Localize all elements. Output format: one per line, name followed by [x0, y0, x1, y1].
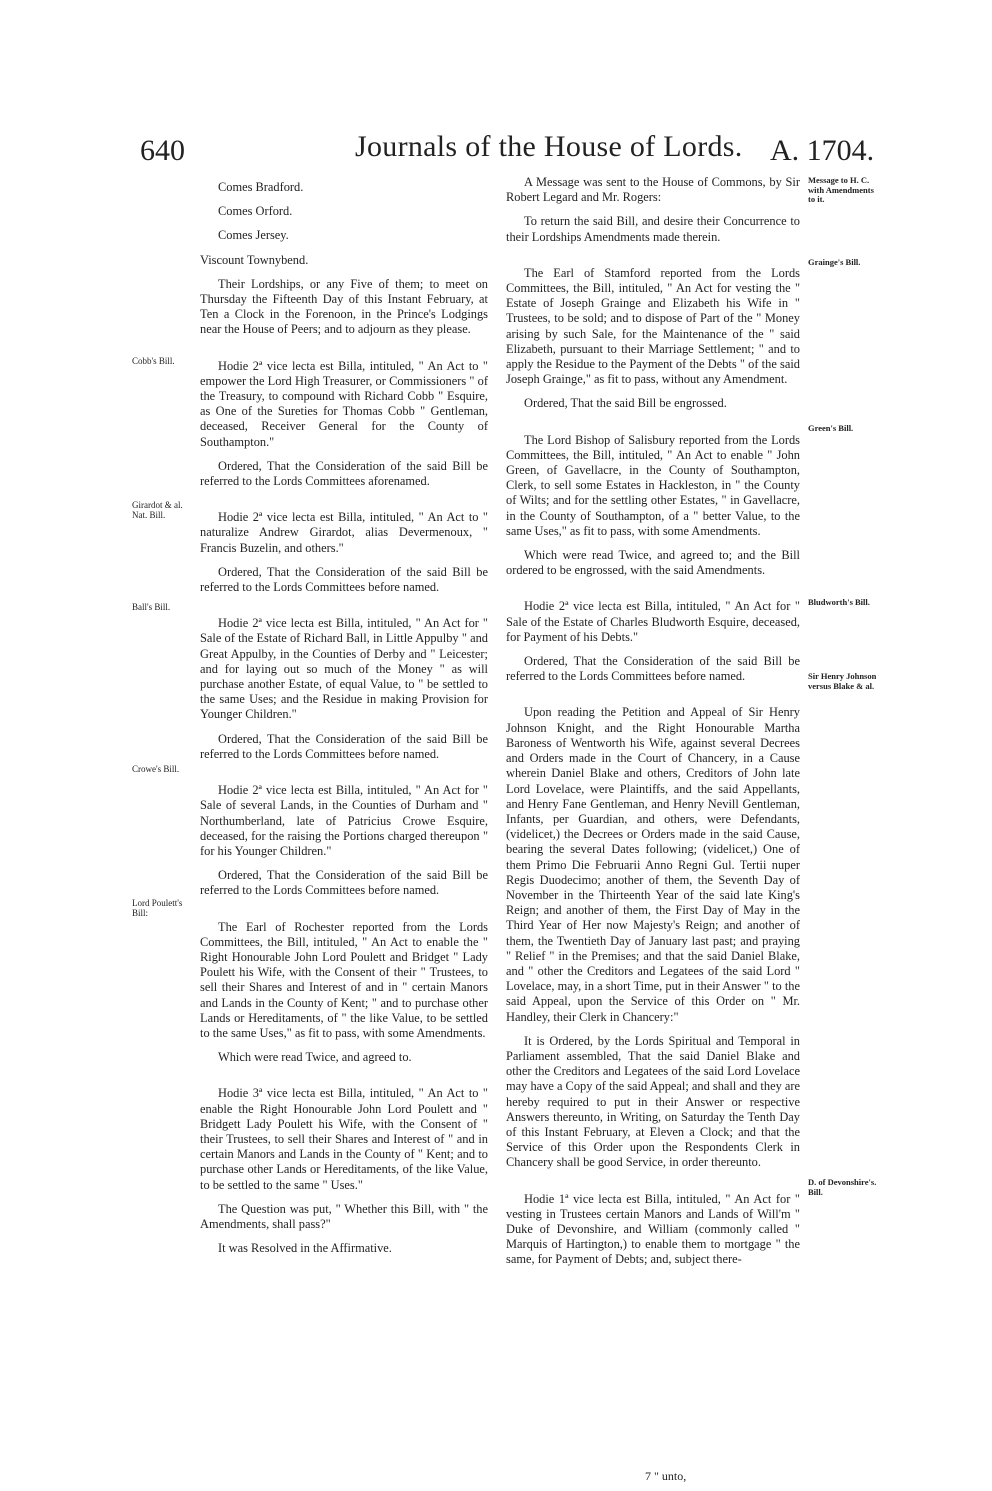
margin-note-message: Message to H. C. with Amendments to it. [808, 175, 874, 204]
bludworth-bill-paragraph: Hodie 2ª vice lecta est Billa, intituled, " An Act for " Sale of the Estate of Charles Bludworth Esquire, deceased, for Payment of his Debts." [506, 599, 800, 644]
margin-note-bludworth: Bludworth's Bill. [808, 597, 870, 607]
committee-paragraph: Their Lordships, or any Five of them; to meet on Thursday the Fifteenth Day of this Instant February, at Ten a Clock in the Forenoon, in the Prince's Lodgings near the House of Peers; and to adjourn as they please. [200, 276, 488, 337]
green-report-paragraph: The Lord Bishop of Salisbury reported from the Lords Committees, the Bill, intituled, " An Act to enable " John Green, of Gavellacre, in the County of Southampton, Clerk, to sell some Estates in Hackleston, in " the County of Wilts; and for the settling other Estates, " in Gavellacre, in the County of Southampton, of a " better Value, to the same Uses," as fit to pass, with some Amendments. [506, 432, 800, 538]
johnson-order: It is Ordered, by the Lords Spiritual and Temporal in Parliament assembled, That the said Daniel Blake and other the Creditors and Legatees of the said Lord Lovelace may have a Copy of the said Appeal; and shall and they are hereby required to put in their Answer or respective Answers thereunto, in Writing, on Saturday the Tenth Day of this Instant February, at Eleven a Clock; and that the Service of this Order upon the Respondents Clerk in Chancery shall be good Service, in order thereunto. [506, 1033, 800, 1170]
ball-order: Ordered, That the Consideration of the said Bill be referred to the Lords Committees before named. [200, 731, 488, 761]
page-year: A. 1704. [770, 134, 875, 167]
page-number: 640 [140, 134, 185, 167]
resolution: It was Resolved in the Affirmative. [218, 1241, 392, 1256]
question-put: The Question was put, " Whether this Bill, with " the Amendments, shall pass?" [200, 1201, 488, 1231]
catchword: 7 " unto, [645, 1469, 687, 1483]
lords-item: Comes Orford. [218, 204, 293, 219]
right-column [506, 175, 800, 1277]
green-amendments-note: Which were read Twice, and agreed to; and the Bill ordered to be engrossed, with the said Amendments. [506, 548, 800, 578]
poulett-third-reading-paragraph: Hodie 3ª vice lecta est Billa, intituled, " An Act to " enable the Right Honourable John Lord Poulett and " Bridgett Lady Poulett his Wife, with the Consent of " their Trustees, to sell their Shares and Interest of " and in certain Manors and Lands in the County of " Kent; and to purchase other Lands or Hereditaments, of the like Value, to be settled to the same " Uses." [200, 1086, 488, 1192]
message-paragraph: A Message was sent to the House of Commons, by Sir Robert Legard and Mr. Rogers: [506, 175, 800, 205]
cobb-bill-paragraph: Hodie 2ª vice lecta est Billa, intituled, " An Act to " empower the Lord High Treasurer, or Commissioners " of the Treasury, to compound with Richard Cobb " Esquire, as One of the Sureties for Thomas Cobb " Gentleman, deceased, Receiver General for the County of Southampton." [200, 358, 488, 449]
crowe-bill-paragraph: Hodie 2ª vice lecta est Billa, intituled, " An Act for " Sale of several Lands, in the Counties of Durham and " Northumberland, late of Patricius Crowe Esquire, deceased, for the raising the Portions charged thereupon " for his Younger Children." [200, 783, 488, 858]
margin-note-crowe: Crowe's Bill. [132, 764, 180, 774]
johnson-appeal-paragraph: Upon reading the Petition and Appeal of Sir Henry Johnson Knight, and the Right Honourable Martha Baroness of Wentworth his Wife, against several Decrees and Orders made in the Court of Chancery, in a Cause wherein Daniel Blake and others, Creditors of John late Lord Lovelace, were Plaintiffs, and the said Appellants, and Henry Fane Gentleman, and Henry Nevill Gentleman, Infants, per Guardian, and others, were Defendants, (videlicet,) the Decrees or Orders made in the said Cause, bearing the several Dates following; (videlicet,) One of them Primo Die Februarii Anno Regni Gul. Tertii nuper Regis Duodecimo; another of them, the Seventh Day of November in the Thirteenth Year of the said late King's Reign; and another of them, the First Day of May in the Third Year of Her now Majesty's Reign; and another of them, the Twentieth Day of January last past; and praying " Relief " in the Premises; and that the said Daniel Blake, and " other the Creditors and Legatees of the said Lord " Lovelace, may, in a short Time, put in their Answer " to the said Appeal, upon the Service of this Order on " Mr. Handley, their Clerk in Chancery:" [506, 705, 800, 1024]
ball-bill-paragraph: Hodie 2ª vice lecta est Billa, intituled, " An Act for " Sale of the Estate of Richard Ball, in Little Appulby " and Great Appulby, in the Counties of Derby and " Leicester; and for laying out so much of the Money " as will purchase another Estate, of equal Value, to " be settled to the same Uses; and the Residue in making Provision for Younger Children." [200, 616, 488, 722]
margin-note-poulett: Lord Poulett's Bill: [132, 898, 183, 918]
poulett-amendments-note: Which were read Twice, and agreed to. [218, 1050, 412, 1065]
poulett-report-paragraph: The Earl of Rochester reported from the Lords Committees, the Bill, intituled, " An Act to enable the " Right Honourable John Lord Poulett and Bridget " Lady Poulett his Wife, with the Consent of their " Trustees, to sell their Shares and Interest of and in " certain Manors and Lands in the County of Kent; " and to purchase other Lands or Hereditaments, of " the like Value, to be settled to the same Uses," as fit to pass, with some Amendments. [200, 919, 488, 1040]
margin-note-grainge: Grainge's Bill. [808, 257, 861, 267]
left-column [200, 180, 488, 1265]
margin-note-green: Green's Bill. [808, 423, 854, 433]
lords-item: Comes Jersey. [218, 228, 289, 243]
lords-item: Comes Bradford. [218, 180, 304, 194]
grainge-order: Ordered, That the said Bill be engrossed. [524, 396, 727, 411]
crowe-order: Ordered, That the Consideration of the said Bill be referred to the Lords Committees before named. [200, 868, 488, 898]
girardot-bill-paragraph: Hodie 2ª vice lecta est Billa, intituled, " An Act to " naturalize Andrew Girardot, alias Devermenoux, " Francis Buzelin, and others." [200, 510, 488, 555]
margin-note-ball: Ball's Bill. [132, 602, 171, 612]
girardot-order: Ordered, That the Consideration of the said Bill be referred to the Lords Committees before named. [200, 564, 488, 595]
margin-note-devonshire: D. of Devonshire's. Bill. [808, 1177, 877, 1197]
margin-note-johnson: Sir Henry Johnson versus Blake & al. [808, 671, 877, 691]
margin-note-cobb: Cobb's Bill. [132, 356, 175, 366]
devonshire-bill-paragraph: Hodie 1ª vice lecta est Billa, intituled, " An Act for " vesting in Trustees certain Manors and Lands of Will'm " Duke of Devonshire, and William (commonly called " Marquis of Hartington,) to enable them to mortgage " the same, for Payment of Debts; and, subject there- [506, 1191, 800, 1267]
return-paragraph: To return the said Bill, and desire their Concurrence to their Lordships Amendments made therein. [506, 214, 800, 244]
grainge-report-paragraph: The Earl of Stamford reported from the Lords Committees, the Bill, intituled, " An Act for vesting the " Estate of Joseph Grainge and Elizabeth his Wife in " Trustees, to be sold; and to dispose of Part of the " Money arising by such Sale, for the Maintenance of the " said Elizabeth, pursuant to their Marriage Settlement; " and to apply the Residue to the Payment of the Debts " of the said Joseph Grainge," as fit to pass, without any Amendment. [506, 265, 800, 387]
cobb-order: Ordered, That the Consideration of the said Bill be referred to the Lords Committees aforenamed. [200, 458, 488, 489]
bludworth-order: Ordered, That the Consideration of the said Bill be referred to the Lords Committees before named. [506, 654, 800, 684]
page-title: Journals of the House of Lords. [355, 130, 743, 163]
margin-note-girardot: Girardot & al. Nat. Bill. [132, 500, 183, 520]
lords-item: Viscount Townybend. [200, 252, 309, 267]
